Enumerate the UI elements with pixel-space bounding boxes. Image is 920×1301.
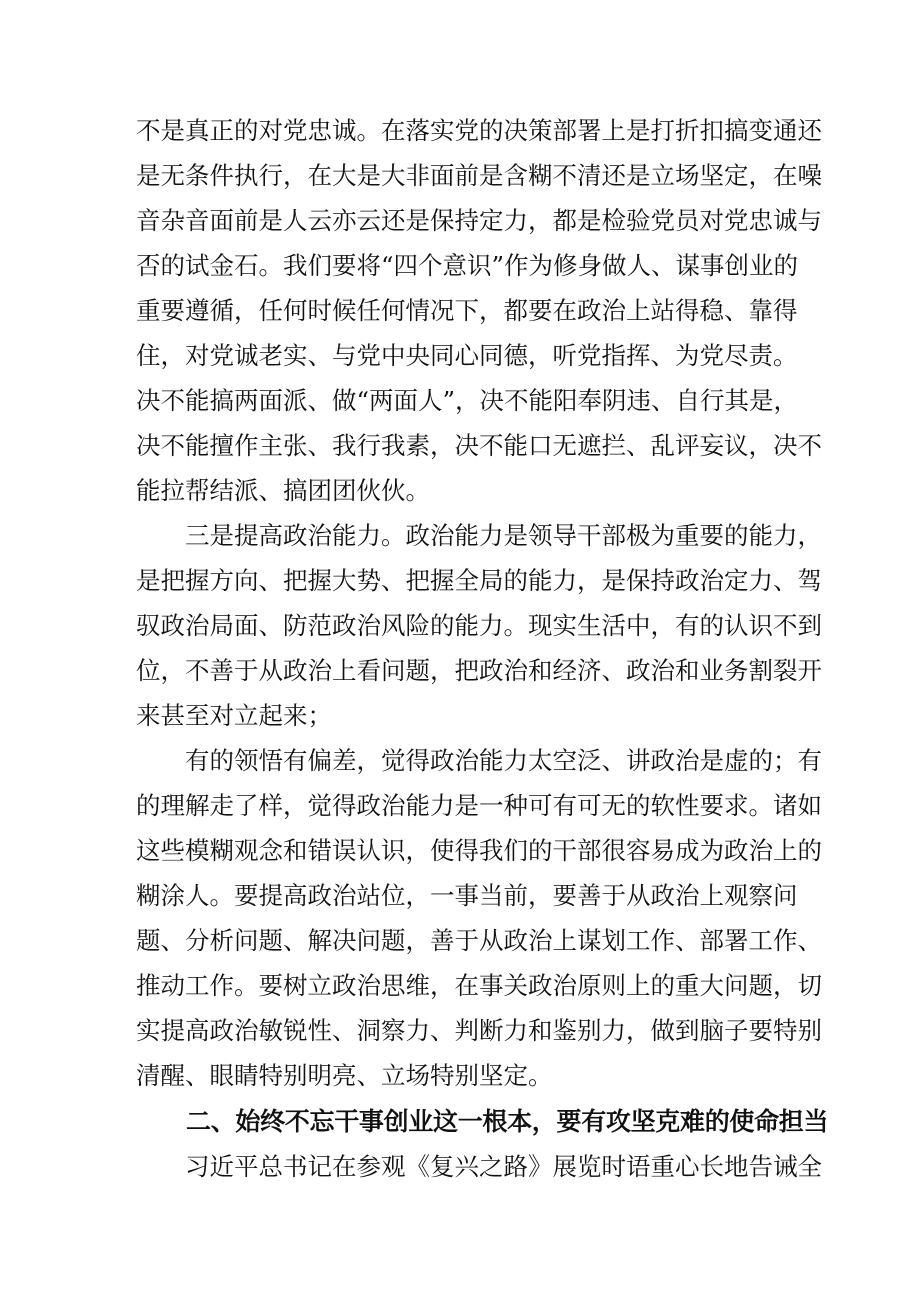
text-line: 来甚至对立起来； [136,701,332,730]
text-line: 驭政治局面、防范政治风险的能力。现实生活中，有的认识不到 [136,611,822,640]
text-line: 三是提高政治能力。政治能力是领导干部极为重要的能力， [185,521,822,550]
section-heading: 二、始终不忘干事创业这一根本，要有攻坚克难的使命担当 [186,1107,829,1136]
text-line: 否的试金石。我们要将“四个意识”作为修身做人、谋事创业的 [136,251,799,280]
text-line: 决不能搞两面派、做“两面人”，决不能阳奉阴违、自行其是， [136,386,799,415]
text-line: 有的领悟有偏差，觉得政治能力太空泛、讲政治是虚的；有 [185,746,822,775]
text-line: 题、分析问题、解决问题，善于从政治上谋划工作、部署工作、 [136,926,822,955]
text-line: 清醒、眼睛特别明亮、立场特别坚定。 [136,1061,553,1090]
text-line: 的理解走了样，觉得政治能力是一种可有可无的软性要求。诸如 [136,791,822,820]
text-line: 是无条件执行，在大是大非面前是含糊不清还是立场坚定，在噪 [136,161,822,190]
text-line: 推动工作。要树立政治思维，在事关政治原则上的重大问题，切 [136,971,822,1000]
text-line: 实提高政治敏锐性、洞察力、判断力和鉴别力，做到脑子要特别 [136,1016,822,1045]
text-line: 习近平总书记在参观《复兴之路》展览时语重心长地告诫全 [185,1152,822,1181]
text-line: 位，不善于从政治上看问题，把政治和经济、政治和业务割裂开 [136,656,822,685]
text-line: 住，对党诚老实、与党中央同心同德，听党指挥、为党尽责。 [136,341,798,370]
text-line: 是把握方向、把握大势、把握全局的能力，是保持政治定力、驾 [136,566,822,595]
text-line: 音杂音面前是人云亦云还是保持定力，都是检验党员对党忠诚与 [136,206,822,235]
text-line: 决不能擅作主张、我行我素，决不能口无遮拦、乱评妄议，决不 [136,431,822,460]
text-line: 不是真正的对党忠诚。在落实党的决策部署上是打折扣搞变通还 [136,116,822,145]
text-line: 重要遵循，任何时候任何情况下，都要在政治上站得稳、靠得 [136,296,798,325]
text-line: 糊涂人。要提高政治站位，一事当前，要善于从政治上观察问 [136,881,798,910]
text-line: 这些模糊观念和错误认识，使得我们的干部很容易成为政治上的 [136,836,822,865]
text-line: 能拉帮结派、搞团团伙伙。 [136,476,430,505]
